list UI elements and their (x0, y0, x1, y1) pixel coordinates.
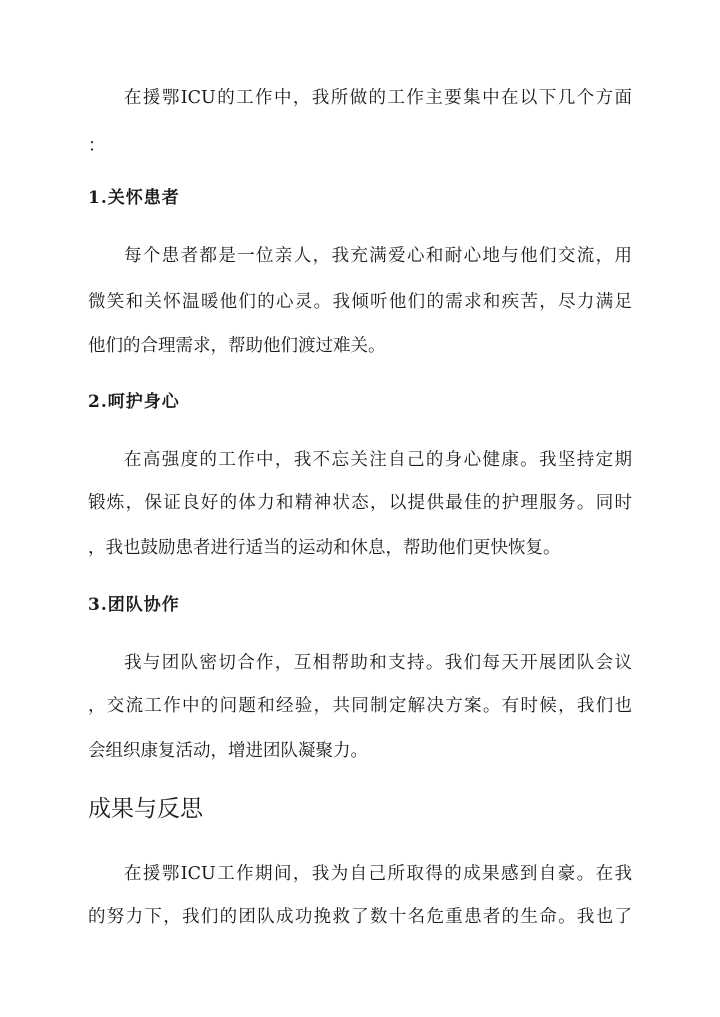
item-3-line-2: ，交流工作中的问题和经验，共同制定解决方案。有时候，我们也 (88, 696, 632, 716)
section-line-2: 的努力下，我们的团队成功挽救了数十名危重患者的生命。我也了 (88, 907, 632, 927)
section-line-1: 在援鄂ICU工作期间，我为自己所取得的成果感到自豪。在我 (124, 864, 632, 884)
item-heading-3: 3.团队协作 (88, 595, 180, 615)
intro-line-2: ： (88, 136, 106, 156)
intro-line-1: 在援鄂ICU的工作中，我所做的工作主要集中在以下几个方面 (124, 88, 632, 108)
item-2-line-1: 在高强度的工作中，我不忘关注自己的身心健康。我坚持定期 (124, 450, 632, 470)
item-heading-1: 1.关怀患者 (88, 188, 180, 208)
section-title: 成果与反思 (88, 796, 203, 822)
item-2-line-3: ，我也鼓励患者进行适当的运动和休息，帮助他们更快恢复。 (88, 538, 561, 558)
item-1-line-1: 每个患者都是一位亲人，我充满爱心和耐心地与他们交流，用 (124, 246, 632, 266)
item-2-line-2: 锻炼，保证良好的体力和精神状态，以提供最佳的护理服务。同时 (88, 493, 632, 513)
item-1-line-3: 他们的合理需求，帮助他们渡过难关。 (88, 336, 386, 356)
item-1-line-2: 微笑和关怀温暖他们的心灵。我倾听他们的需求和疾苦，尽力满足 (88, 292, 632, 312)
item-3-line-1: 我与团队密切合作，互相帮助和支持。我们每天开展团队会议 (124, 653, 632, 673)
item-heading-2: 2.呵护身心 (88, 392, 180, 412)
item-3-line-3: 会组织康复活动，增进团队凝聚力。 (88, 741, 368, 761)
